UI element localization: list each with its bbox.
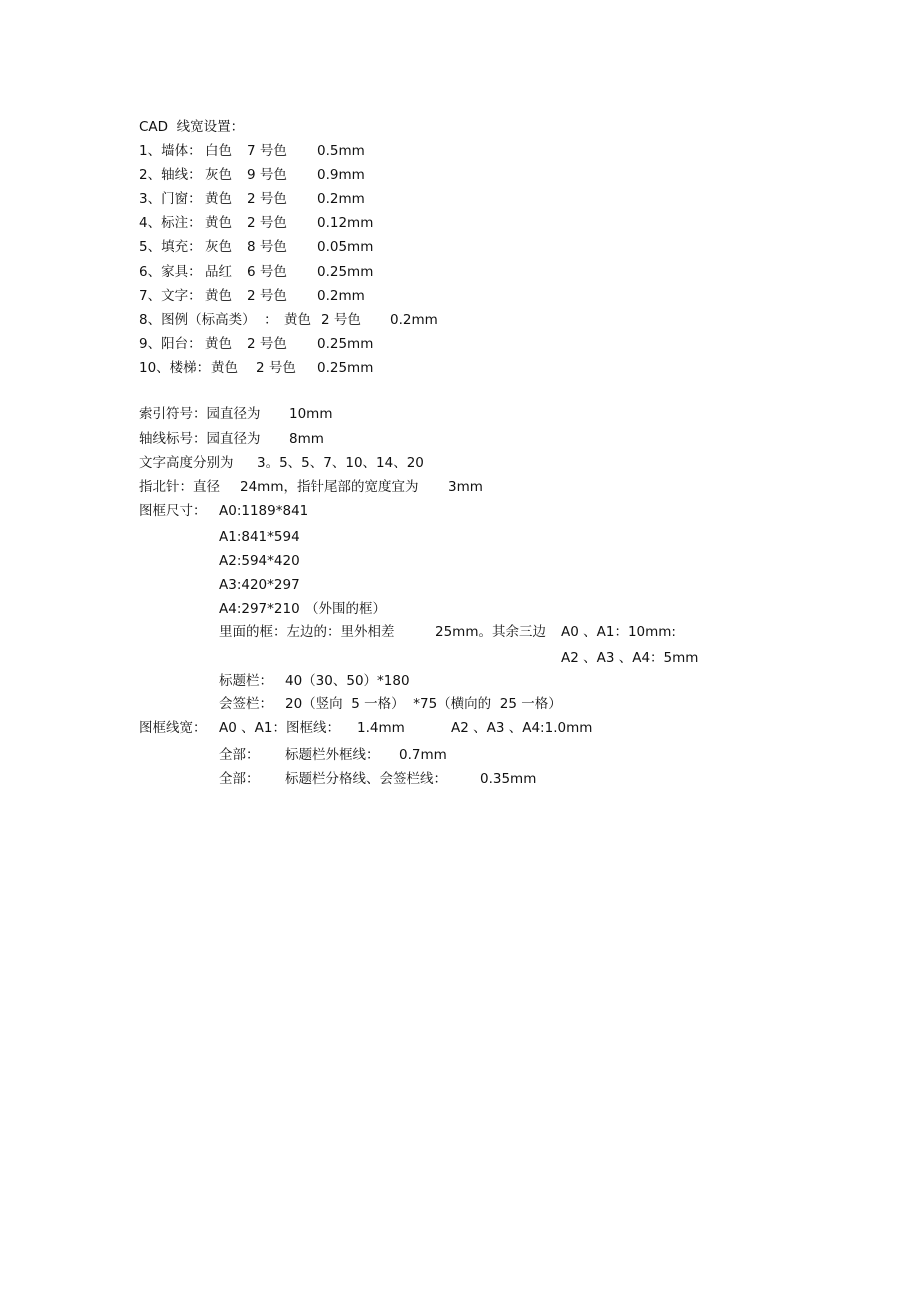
frame-size-a0: A0:1189*841 <box>219 503 309 519</box>
axis-mark-label: 轴线标号：园直径为 <box>139 431 261 447</box>
layer-code: 6 号色 <box>247 264 287 280</box>
layer-width: 0.2mm <box>317 288 365 304</box>
text-height-value: 3。5、5、7、10、14、20 <box>257 455 424 471</box>
layer-code: 2 号色 <box>247 191 287 207</box>
title-bar-value: 40（30、50）*180 <box>285 673 410 689</box>
sign-bar-value: 20（竖向 5 一格） *75（横向的 25 一格） <box>285 696 562 712</box>
frame-size-a4-note: （外围的框） <box>305 601 386 617</box>
layer-name: 3、门窗： <box>139 191 202 207</box>
text-height-label: 文字高度分别为 <box>139 455 234 471</box>
all-label: 全部： <box>219 747 260 763</box>
layer-width: 0.05mm <box>317 239 374 255</box>
layer-name: 5、填充： <box>139 239 202 255</box>
sign-bar-label: 会签栏： <box>219 696 273 712</box>
layer-color: 灰色 <box>205 239 232 255</box>
title-bar-label: 标题栏： <box>219 673 273 689</box>
layer-width: 0.2mm <box>317 191 365 207</box>
layer-width: 0.9mm <box>317 167 365 183</box>
layer-name: 2、轴线： <box>139 167 202 183</box>
layer-color: 灰色 <box>205 167 232 183</box>
layer-name: 4、标注： <box>139 215 202 231</box>
title-bar-outer-line-value: 0.7mm <box>399 747 447 763</box>
frame-line-a2a4: A2 、A3 、A4:1.0mm <box>451 720 593 736</box>
index-symbol-value: 10mm <box>289 406 333 422</box>
inner-frame-value: 25mm。其余三边 <box>435 624 546 640</box>
frame-line-a0a1-value: 1.4mm <box>357 720 405 736</box>
layer-code: 2 号色 <box>247 336 287 352</box>
layer-color: 黄色 <box>205 336 232 352</box>
frame-size-a1: A1:841*594 <box>219 529 300 545</box>
layer-code: 8 号色 <box>247 239 287 255</box>
layer-name: 8、图例（标高类） ： <box>139 312 278 328</box>
layer-name: 1、墙体： <box>139 143 202 159</box>
layer-name: 9、阳台： <box>139 336 202 352</box>
layer-width: 0.25mm <box>317 264 374 280</box>
frame-line-a0a1-label: A0 、A1：图框线： <box>219 720 340 736</box>
layer-color: 黄色 <box>205 215 232 231</box>
layer-width: 0.2mm <box>390 312 438 328</box>
inner-frame-label: 里面的框：左边的：里外相差 <box>219 624 395 640</box>
frame-line-label: 图框线宽： <box>139 720 207 736</box>
layer-width: 0.25mm <box>317 336 374 352</box>
layer-color: 黄色 <box>205 191 232 207</box>
layer-code: 2 号色 <box>321 312 361 328</box>
layer-code: 2 号色 <box>247 288 287 304</box>
all-label: 全部： <box>219 771 260 787</box>
layer-color: 黄色 <box>211 360 238 376</box>
layer-color: 白色 <box>205 143 232 159</box>
frame-size-label: 图框尺寸： <box>139 503 207 519</box>
frame-size-a3: A3:420*297 <box>219 577 300 593</box>
frame-size-a4: A4:297*210 <box>219 601 300 617</box>
layer-code: 2 号色 <box>247 215 287 231</box>
layer-width: 0.12mm <box>317 215 374 231</box>
divider-line-label: 标题栏分格线、会签栏线： <box>285 771 447 787</box>
layer-name: 10、楼梯： <box>139 360 211 376</box>
layer-code: 7 号色 <box>247 143 287 159</box>
inner-frame-a0a1: A0 、A1：10mm: <box>561 624 676 640</box>
layer-color: 黄色 <box>205 288 232 304</box>
north-arrow-label: 指北针：直径 <box>139 479 220 495</box>
layer-width: 0.5mm <box>317 143 365 159</box>
axis-mark-value: 8mm <box>289 431 324 447</box>
inner-frame-a2a4: A2 、A3 、A4：5mm <box>561 650 699 666</box>
layer-color: 品红 <box>205 264 232 280</box>
layer-code: 9 号色 <box>247 167 287 183</box>
divider-line-value: 0.35mm <box>480 771 537 787</box>
title-bar-outer-line-label: 标题栏外框线： <box>285 747 380 763</box>
layer-name: 7、文字： <box>139 288 202 304</box>
doc-title: CAD 线宽设置： <box>139 119 245 135</box>
index-symbol-label: 索引符号：园直径为 <box>139 406 261 422</box>
layer-name: 6、家具： <box>139 264 202 280</box>
layer-color: 黄色 <box>284 312 311 328</box>
north-arrow-value: 24mm，指针尾部的宽度宜为 <box>240 479 419 495</box>
north-arrow-tail-value: 3mm <box>448 479 483 495</box>
layer-width: 0.25mm <box>317 360 374 376</box>
layer-code: 2 号色 <box>256 360 296 376</box>
frame-size-a2: A2:594*420 <box>219 553 300 569</box>
